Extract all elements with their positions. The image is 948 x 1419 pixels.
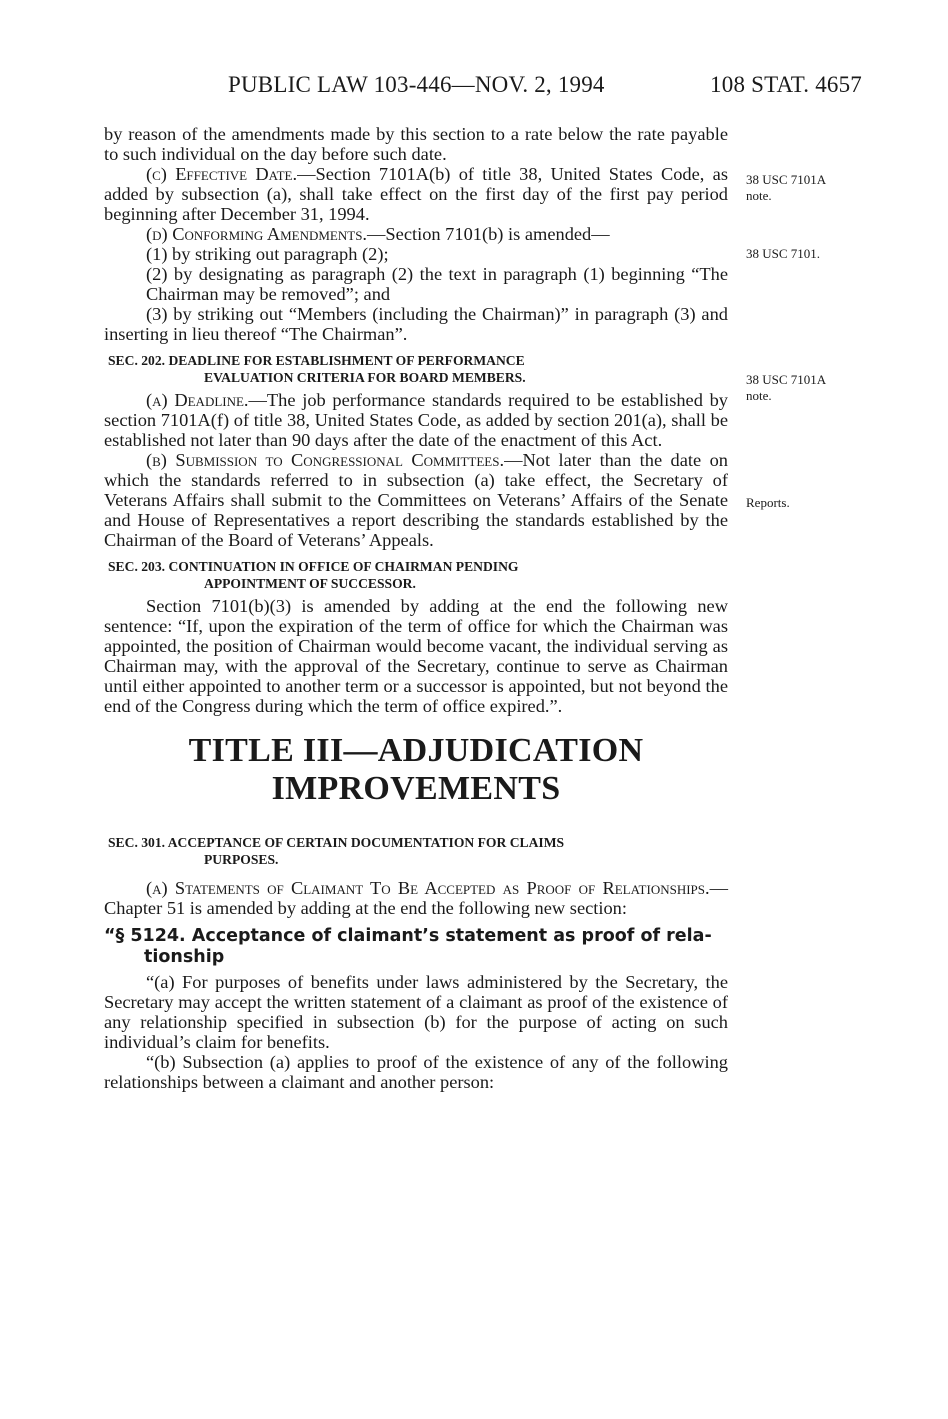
paragraph-effective-date: (c) Effective Date.—Section 7101A(b) of title 38, United States Code, as added by subsection (a), shall take effect on the first day of the first pay period beginning after December 31, 1994. xyxy=(104,164,728,224)
paragraph-deadline: (a) Deadline.—The job performance standards required to be established by section 7101A(f) of title 38, United States Code, as added by section 201(a), shall be established not later than 90 days after the date of the enactment of this Act. xyxy=(104,390,728,450)
section-heading-203: SEC. 203. CONTINUATION IN OFFICE OF CHAIRMAN PENDING APPOINTMENT OF SUCCESSOR. xyxy=(108,559,519,591)
margin-note-7101: 38 USC 7101. xyxy=(746,246,821,261)
paragraph-statements-of-claimant: (a) Statements of Claimant To Be Accepted as Proof of Relationships.—Chapter 51 is amended by adding at the end the following new section: xyxy=(104,878,728,918)
statute-page: 108 STAT. 4657 xyxy=(710,72,862,97)
paragraph-submission: (b) Submission to Congressional Committees.—Not later than the date on which the standards referred to in subsection (a) take effect, the Secretary of Veterans Affairs shall submit to the Committees on Veterans’ Affairs of the Senate and House of Representatives a report describing the standards established by the Chairman of the Board of Veterans’ Appeals. xyxy=(104,450,728,550)
margin-note-7101a-2: 38 USC 7101A note. xyxy=(746,372,827,403)
paragraph-section-203: Section 7101(b)(3) is amended by adding at the end the following new sentence: “If, upon the expiration of the term of office for which the Chairman was appointed, the position of Chairman would become vacant, the individual serving as Chairman may, with the approval of the Secretary, continue to serve as Chairman until either appointed to another term or a successor is appointed, but not beyond the end of the Congress during which the term of office expired.”. xyxy=(104,596,728,716)
margin-note-7101a: 38 USC 7101A note. xyxy=(746,172,827,203)
section-heading-301: SEC. 301. ACCEPTANCE OF CERTAIN DOCUMENTATION FOR CLAIMS PURPOSES. xyxy=(108,835,565,867)
new-section-5124-heading: “§ 5124. Acceptance of claimant’s statement as proof of rela- tionship xyxy=(104,926,712,967)
paragraph-5124-a: “(a) For purposes of benefits under laws administered by the Secretary, the Secretary may accept the written statement of a claimant as proof of the existence of any relationship specified in subsection (b) for the purpose of acting on such individual’s claim for benefits. xyxy=(104,972,728,1052)
paragraph-conforming-amendments: (d) Conforming Amendments.—Section 7101(b) is amended— xyxy=(146,224,610,244)
paragraph-item-3: (3) by striking out “Members (including the Chairman)” in paragraph (3) and inserting in lieu thereof “The Chairman”. xyxy=(104,304,728,344)
paragraph-item-2: (2) by designating as paragraph (2) the text in paragraph (1) beginning “The Chairman may be removed”; and xyxy=(146,264,728,304)
section-heading-202: SEC. 202. DEADLINE FOR ESTABLISHMENT OF PERFORMANCE EVALUATION CRITERIA FOR BOARD MEMBERS. xyxy=(108,353,526,385)
paragraph-continuation: by reason of the amendments made by this section to a rate below the rate payable to such individual on the day before such date. xyxy=(104,124,728,164)
margin-note-reports: Reports. xyxy=(746,495,790,510)
paragraph-5124-b: “(b) Subsection (a) applies to proof of the existence of any of the following relationships between a claimant and another person: xyxy=(104,1052,728,1092)
running-header xyxy=(104,72,862,106)
law-citation: PUBLIC LAW 103-446—NOV. 2, 1994 xyxy=(228,72,605,97)
title-heading: TITLE III—ADJUDICATION IMPROVEMENTS xyxy=(188,732,644,807)
paragraph-item-1: (1) by striking out paragraph (2); xyxy=(146,244,389,264)
document-body xyxy=(104,124,728,1092)
